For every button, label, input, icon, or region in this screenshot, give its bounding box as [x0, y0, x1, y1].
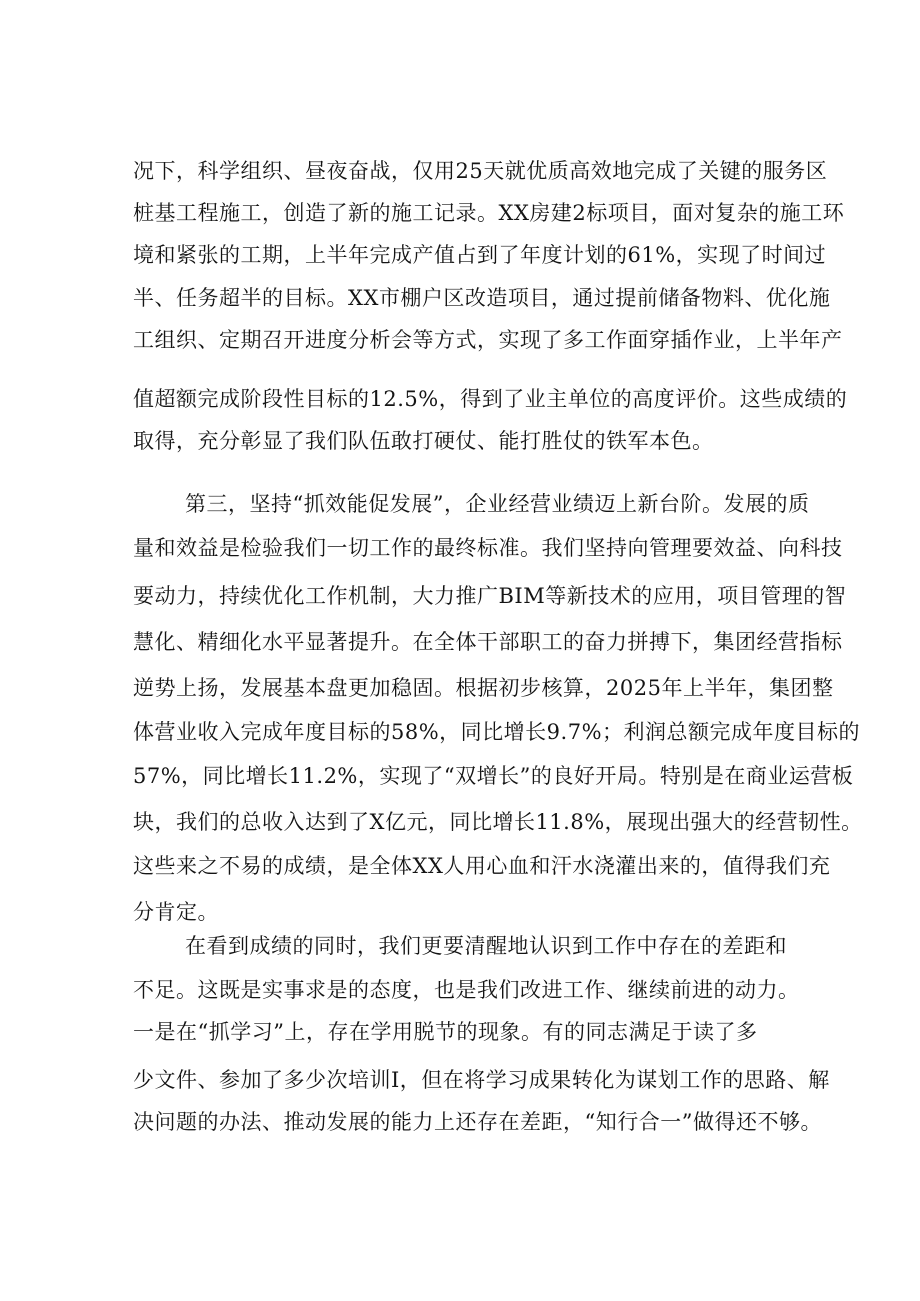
text-line: 57%，同比增长11.2%，实现了“双增长”的良好开局。特别是在商业运营板 [133, 764, 854, 788]
text-line: 工组织、定期召开进度分析会等方式，实现了多工作面穿插作业，上半年产 [133, 328, 843, 352]
text-line: 取得，充分彰显了我们队伍敢打硬仗、能打胜仗的铁军本色。 [133, 429, 714, 453]
text-line: 半、任务超半的目标。XX市棚户区改造项目，通过提前储备物料、优化施 [133, 286, 831, 310]
text-line: 逆势上扬，发展基本盘更加稳固。根据初步核算，2025年上半年，集团整 [133, 676, 834, 700]
text-line: 桩基工程施工，创造了新的施工记录。XX房建2标项目，面对复杂的施工环 [133, 201, 845, 225]
text-line: 境和紧张的工期，上半年完成产值占到了年度计划的61%，实现了时间过 [133, 243, 827, 267]
text-line: 块，我们的总收入达到了X亿元，同比增长11.8%，展现出强大的经营韧性。 [133, 810, 863, 834]
text-line: 不足。这既是实事求是的态度，也是我们改进工作、继续前进的动力。 [133, 978, 800, 1002]
text-line: 量和效益是检验我们一切工作的最终标准。我们坚持向管理要效益、向科技 [133, 536, 843, 560]
text-line: 分肯定。 [133, 900, 219, 924]
paragraph-start-line: 第三，坚持“抓效能促发展”，企业经营业绩迈上新台阶。发展的质 [185, 492, 810, 516]
paragraph-start-line: 在看到成绩的同时，我们更要清醒地认识到工作中存在的差距和 [185, 934, 787, 958]
text-line: 这些来之不易的成绩，是全体XX人用心血和汗水浇灌出来的，值得我们充 [133, 854, 831, 878]
text-line: 体营业收入完成年度目标的58%，同比增长9.7%；利润总额完成年度目标的 [133, 720, 861, 744]
text-line: 慧化、精细化水平显著提升。在全体干部职工的奋力拼搏下，集团经营指标 [133, 630, 843, 654]
text-line: 况下，科学组织、昼夜奋战，仅用25天就优质高效地完成了关键的服务区 [133, 159, 828, 183]
text-line: 决问题的办法、推动发展的能力上还存在差距，“知行合一”做得还不够。 [133, 1110, 822, 1134]
text-line: 要动力，持续优化工作机制，大力推广BIM等新技术的应用，项目管理的智 [133, 584, 847, 608]
text-line: 少文件、参加了多少次培训I，但在将学习成果转化为谋划工作的思路、解 [133, 1068, 830, 1092]
text-line: 一是在“抓学习”上，存在学用脱节的现象。有的同志满足于读了多 [133, 1020, 758, 1044]
text-line: 值超额完成阶段性目标的12.5%，得到了业主单位的高度评价。这些成绩的 [133, 387, 848, 411]
